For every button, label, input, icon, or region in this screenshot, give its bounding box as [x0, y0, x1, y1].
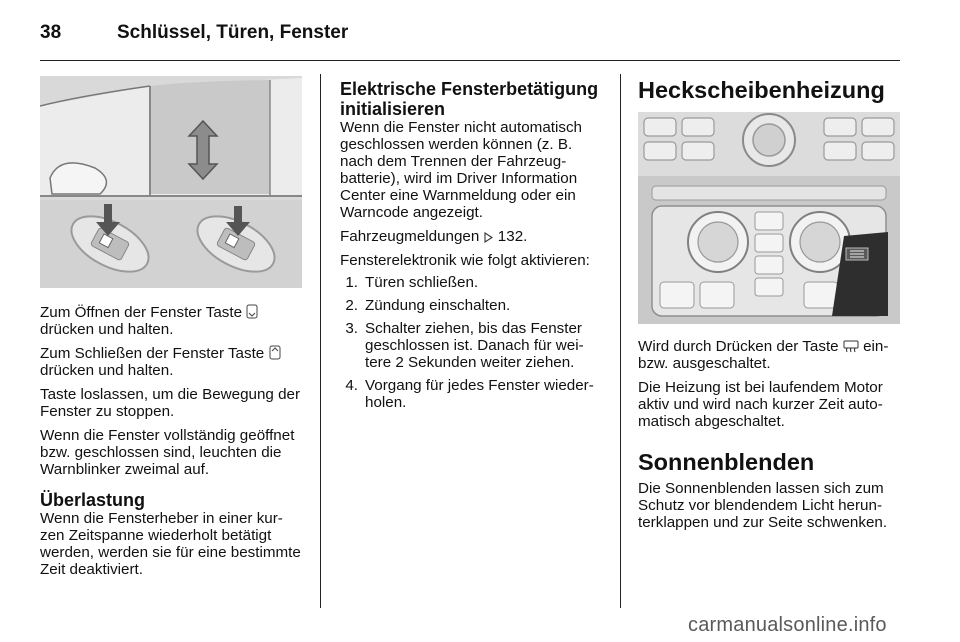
sun-visors-paragraph: Die Sonnenblenden lassen sich zum Schutz vor blendendem Licht herunterklappen und zur Seite schwenken.: [638, 480, 888, 531]
rear-heater-auto-paragraph: Die Heizung ist bei laufendem Motor aktiv und wird nach kurzer Zeit automatisch abgeschaltet.: [638, 379, 883, 430]
window-open-icon: [246, 304, 258, 319]
overload-heading: Überlastung: [40, 490, 146, 510]
list-item: 1. Türen schließen.: [345, 274, 479, 291]
open-window-paragraph: Zum Öffnen der Fenster Taste drücken und halten.: [40, 304, 302, 338]
column-3: [638, 338, 902, 538]
header-rule: [40, 60, 900, 61]
hazard-paragraph: Wenn die Fenster vollständig geöffnet bzw. geschlossen sind, leuchten die Warnblinker zweimal auf.: [40, 427, 295, 478]
list-item: 3. Schalter ziehen, bis das Fenster geschlossen ist. Danach für weitere 2 Sekunden weiter ziehen.: [345, 320, 584, 371]
release-paragraph: Taste loslassen, um die Bewegung der Fenster zu stoppen.: [40, 386, 301, 420]
vehicle-messages-ref: Fahrzeugmeldungen 132.: [340, 228, 528, 245]
overload-paragraph: Wenn die Fensterheber in einer kurzen Zeitspanne wiederholt betätigt werden, werden sie für eine bestimmte Zeit deaktiviert.: [40, 510, 301, 578]
climate-panel-illustration: [638, 112, 900, 324]
window-close-icon: [269, 345, 281, 360]
list-item: 4. Vorgang für jedes Fenster wiederholen.: [345, 377, 594, 411]
close-window-paragraph: Zum Schließen der Fenster Taste drücken und halten.: [40, 345, 302, 379]
initialize-heading: Elektrische Fensterbetätigung initialisieren: [340, 79, 599, 119]
page-title: Schlüssel, Türen, Fenster: [117, 22, 349, 43]
column-2: [340, 79, 604, 417]
steps-intro: Fensterelektronik wie folgt aktivieren:: [340, 252, 590, 269]
rear-window-heater-icon: [843, 340, 859, 353]
column-divider-2: [620, 74, 621, 608]
watermark: carmanualsonline.info: [688, 614, 887, 636]
page-reference-icon: [484, 232, 494, 243]
rear-heater-paragraph: Wird durch Drücken der Taste ein- bzw. ausgeschaltet.: [638, 338, 889, 372]
initialize-intro: Wenn die Fenster nicht automatisch geschlossen werden können (z. B. nach dem Trennen der Fahrzeugbatterie), wird im Driver Information Center eine Warnmeldung oder ein Warncode angezeigt.: [340, 119, 582, 221]
window-switch-illustration: [40, 76, 302, 288]
list-item: 2. Zündung einschalten.: [345, 297, 511, 314]
column-1: [40, 304, 302, 585]
sun-visors-heading: Sonnenblenden: [638, 449, 815, 475]
rear-heater-heading: Heckscheibenheizung: [638, 77, 885, 103]
column-divider-1: [320, 74, 321, 608]
page-number: 38: [40, 22, 62, 43]
steps-list: [340, 274, 604, 411]
column-3-heading-wrap: [638, 76, 900, 104]
